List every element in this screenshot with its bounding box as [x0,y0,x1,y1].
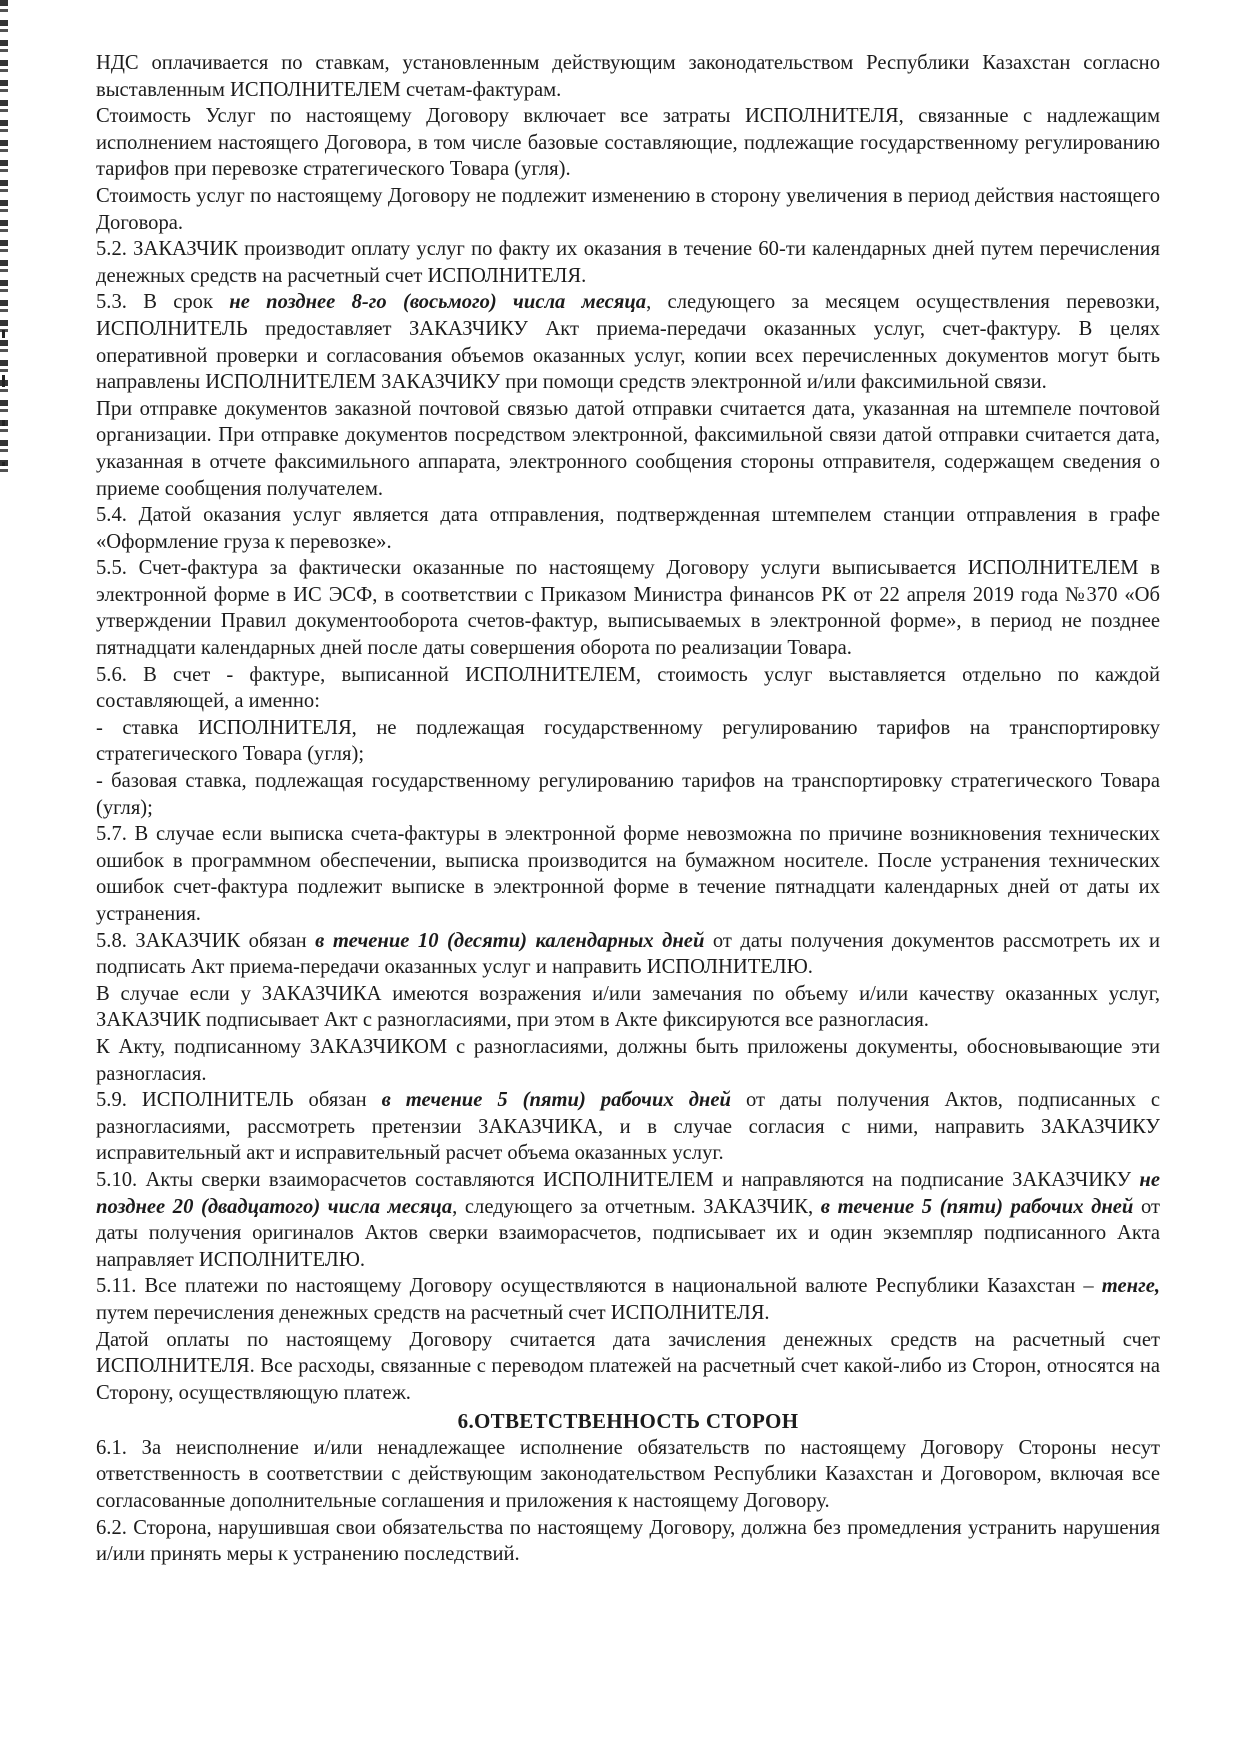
paragraph-p1 [96,103,1160,183]
scan-dot [2,462,5,466]
paragraph-q1 [96,1515,1160,1568]
paragraph-text: - базовая ставка, подлежащая государственному регулированию тарифов на транспортировку стратегического Товара (угля); [96,770,1160,819]
emphasis-text: в течение 10 (десяти) календарных дней [315,929,705,952]
scan-dot [2,330,5,338]
paragraph-text: от даты получения документов рассмотреть их и подписать Акт приема-передачи оказанных услуг и направить ИСПОЛНИТЕЛЮ. [96,929,1160,979]
contract-clauses-section-6 [96,1435,1160,1568]
paragraph-p14 [96,1034,1160,1087]
scan-dot [2,375,5,387]
paragraph-p13 [96,981,1160,1034]
paragraph-p10 [96,768,1160,821]
contract-clauses-section-5 [96,50,1160,1406]
paragraph-p17 [96,1273,1160,1326]
paragraph-text: 5.6. В счет - фактуре, выписанной ИСПОЛНИТЕЛЕМ, стоимость услуг выставляется отдельно по каждой составляющей, а именно: [96,663,1160,713]
paragraph-p12 [96,928,1160,981]
paragraph-p9 [96,715,1160,768]
paragraph-text: НДС оплачивается по ставкам, установленным действующим законодательством Республики Казахстан согласно выставленным ИСПОЛНИТЕЛЕМ счетам-фактурам. [96,52,1160,101]
paragraph-p3 [96,236,1160,289]
paragraph-text: 5.8. ЗАКАЗЧИК обязан [96,929,316,952]
paragraph-text: Стоимость услуг по настоящему Договору не подлежит изменению в сторону увеличения в период действия настоящего Договора. [96,184,1160,234]
paragraph-p2 [96,183,1160,236]
paragraph-text: 5.7. В случае если выписка счета-фактуры в электронной форме невозможна по причине возникновения технических ошибок в программном обеспечении, выписка производится на бумажном носителе. После устранения технических ошибок счет-фактура подлежит выписке в электронной форме в течение пятнадцати календарных дней от даты их устранения. [96,823,1160,925]
paragraph-text: 5.10. Акты сверки взаиморасчетов составляются ИСПОЛНИТЕЛЕМ и направляются на подписание ЗАКАЗЧИКУ [96,1168,1140,1191]
paragraph-p11 [96,821,1160,927]
paragraph-q0 [96,1435,1160,1515]
paragraph-p0 [96,50,1160,103]
paragraph-text: , следующего за отчетным. ЗАКАЗЧИК, [452,1195,821,1218]
paragraph-text: - ставка ИСПОЛНИТЕЛЯ, не подлежащая государственному регулированию тарифов на транспортировку стратегического Товара (угля); [96,716,1160,766]
emphasis-text: не позднее 8-го (восьмого) числа месяца [229,291,647,314]
paragraph-text: К Акту, подписанному ЗАКАЗЧИКОМ с разногласиями, должны быть приложены документы, обосновывающие эти разногласия. [96,1035,1160,1085]
paragraph-text: , следующего за месяцем осуществления перевозки, ИСПОЛНИТЕЛЬ предоставляет ЗАКАЗЧИКУ Акт приема-передачи оказанных услуг, счет-фактуру. В целях оперативной проверки и согласования объемов оказанных услуг, копии всех перечисленных документов могут быть направлены ИСПОЛНИТЕЛЕМ ЗАКАЗЧИКУ при помощи средств электронной и/или факсимильной связи. [96,291,1160,394]
paragraph-p5 [96,396,1160,502]
paragraph-text: 5.5. Счет-фактура за фактически оказанные по настоящему Договору услуги выписывается ИСПОЛНИТЕЛЕМ в электронной форме в ИС ЭСФ, в соответствии с Приказом Министра финансов РК от 22 апреля 2019 года №370 «Об утверждении Правил документооборота счетов-фактур, выписываемых в электронной форме», в период не позднее пятнадцати календарных дней после даты совершения оборота по реализации Товара. [96,557,1160,660]
paragraph-text: 5.3. В срок [96,291,230,314]
paragraph-text: В случае если у ЗАКАЗЧИКА имеются возражения и/или замечания по объему и/или качеству оказанных услуг, ЗАКАЗЧИК подписывает Акт с разногласиями, при этом в Акте фиксируются все разногласия. [96,982,1160,1032]
emphasis-text: в течение 5 (пяти) рабочих дней [820,1195,1134,1218]
emphasis-text: не позднее 20 (двадцатого) числа месяца [96,1168,1160,1218]
emphasis-text: в течение 5 (пяти) рабочих дней [381,1089,731,1112]
paragraph-p4 [96,289,1160,395]
section-heading: 6.ОТВЕТСТВЕННОСТЬ СТОРОН [457,1409,799,1434]
paragraph-p8 [96,662,1160,715]
paragraph-p18 [96,1327,1160,1407]
paragraph-text: 5.2. ЗАКАЗЧИК производит оплату услуг по факту их оказания в течение 60-ти календарных дней путем перечисления денежных средств на расчетный счет ИСПОЛНИТЕЛЯ. [96,238,1160,287]
paragraph-text: путем перечисления денежных средств на расчетный счет ИСПОЛНИТЕЛЯ. [96,1301,770,1324]
paragraph-text: от даты получения Актов, подписанных с разногласиями, рассмотреть претензии ЗАКАЗЧИКА, и в случае согласия с ними, направить ЗАКАЗЧИКУ исправительный акт и исправительный расчет объема оказанных услуг. [96,1089,1160,1165]
paragraph-p7 [96,555,1160,661]
scan-edge-artifact [0,0,8,480]
paragraph-text: 6.2. Сторона, нарушившая свои обязательства по настоящему Договору, должна без промедления устранить нарушения и/или принять меры к устранению последствий. [96,1516,1160,1566]
document-page [96,50,1160,1568]
scan-dot [2,420,5,426]
paragraph-p16 [96,1167,1160,1273]
paragraph-text: 5.4. Датой оказания услуг является дата отправления, подтвержденная штемпелем станции отправления в графе «Оформление груза к перевозке». [96,504,1160,553]
paragraph-text: от даты получения оригиналов Актов сверки взаиморасчетов, подписывает их и один экземпляр подписанного Акта направляет ИСПОЛНИТЕЛЮ. [96,1195,1160,1271]
paragraph-p6 [96,502,1160,555]
paragraph-text: Стоимость Услуг по настоящему Договору включает все затраты ИСПОЛНИТЕЛЯ, связанные с надлежащим исполнением настоящего Договора, в том числе базовые составляющие, подлежащие государственному регулированию тарифов при перевозке стратегического Товара (угля). [96,105,1160,181]
paragraph-p15 [96,1087,1160,1167]
paragraph-text: 6.1. За неисполнение и/или ненадлежащее исполнение обязательств по настоящему Договору Стороны несут ответственность в соответствии с действующим законодательством Республики Казахстан и Договором, включая все согласованные дополнительные соглашения и приложения к настоящему Договору. [96,1436,1160,1513]
paragraph-text: 5.9. ИСПОЛНИТЕЛЬ обязан [96,1089,382,1112]
paragraph-text: При отправке документов заказной почтовой связью датой отправки считается дата, указанная на штемпеле почтовой организации. При отправке документов посредством электронной, факсимильной связи датой отправки считается дата, указанная в отчете факсимильного аппарата, электронного сообщения стороны отправителя, содержащем сведения о приеме сообщения получателем. [96,397,1160,500]
emphasis-text: тенге, [1101,1275,1160,1298]
paragraph-text: Датой оплаты по настоящему Договору считается дата зачисления денежных средств на расчетный счет ИСПОЛНИТЕЛЯ. Все расходы, связанные с переводом платежей на расчетный счет какой-либо из Сторон, относятся на Сторону, осуществляющую платеж. [96,1328,1160,1404]
paragraph-text: 5.11. Все платежи по настоящему Договору осуществляются в национальной валюте Республики Казахстан – [96,1275,1102,1298]
